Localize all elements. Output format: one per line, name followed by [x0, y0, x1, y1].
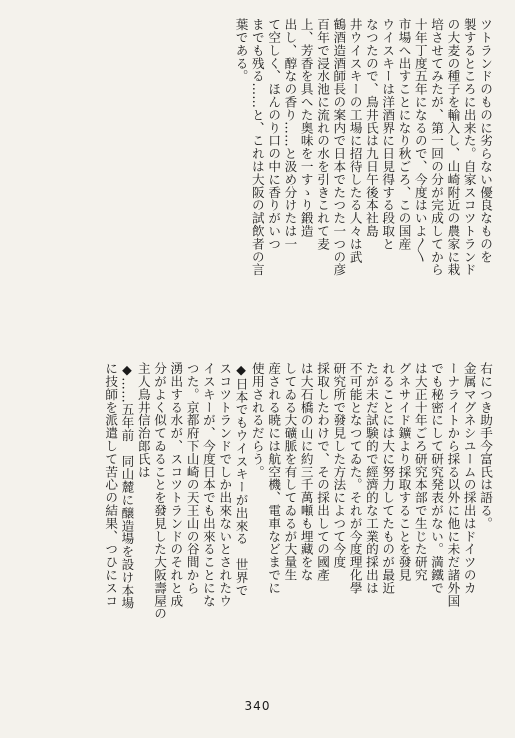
page-number: 340 [244, 699, 271, 713]
text-block-upper: ツトランドのものに劣らない優良なものを 製するところに出来た。自家スコツトランド の大麦の種子を輸入し、山崎附近の農家に栽 培させてみたが、第一回の分が完成してから 十年丁度五年になるので、今度はいよ〳〵 市場へ出すことになり秋ごろ、この国産 ウイスキーは洋酒界に日見得する段取と なつたので、鳥井氏は九日午後本社島 井ウイスキーの工場に招待したる人々は武 鶴酒造酒師長の案内で日本でたつた一つの彦 百年で浸水池に流れの水を引きこれて麦 上、芳香を具へた奥味を一すゝり鍛造 出し、醇なの香り……と汲め分けたは一 て空しく、ほんのり口の中に香りがいつ までも残る……と、これは大阪の試飲者の言 葉である。 [233, 18, 493, 276]
text-block-lower: 右につき助手今富氏は語る。 金属マグネシユームの採出はドイツのカ ーナライトから採る以外に他に未だ諸外国 でも秘密にして研究発表がない。満鐵で は大正十年ごろ研究本部で生じた研究 グネサイド鑛より採取することを發見 れることには大に努力してたものが最近 たが未だ試験的で經濟的な工業的採出は 不可能となつてゐた。それが今度理化學 研究所で發見した方法によつて今度 採取したわけで、その採出しての國產 は大石橋の山に約三千萬噸も埋藏をな してゐる大礦脈を有してゐるが大量生 産される暁には航空機、電車などまでに 使用されるだらう。 ◆日本でもウイスキーが出來る 世界で スコツトランドでしか出來ないとされたウ イスキーが、今度日本でも出來ることにな つた。京都府下山崎の天王山の谷間から 湧出する水が、スコツトランドのそれと成 分がよく似てゐることを發見した大阪壽屋の 主人鳥井信治郎氏は ◆……五年前 同山麓に醸造場を設け本場 に技師を派遣して苦心の結果、つひにスコ [103, 362, 493, 620]
